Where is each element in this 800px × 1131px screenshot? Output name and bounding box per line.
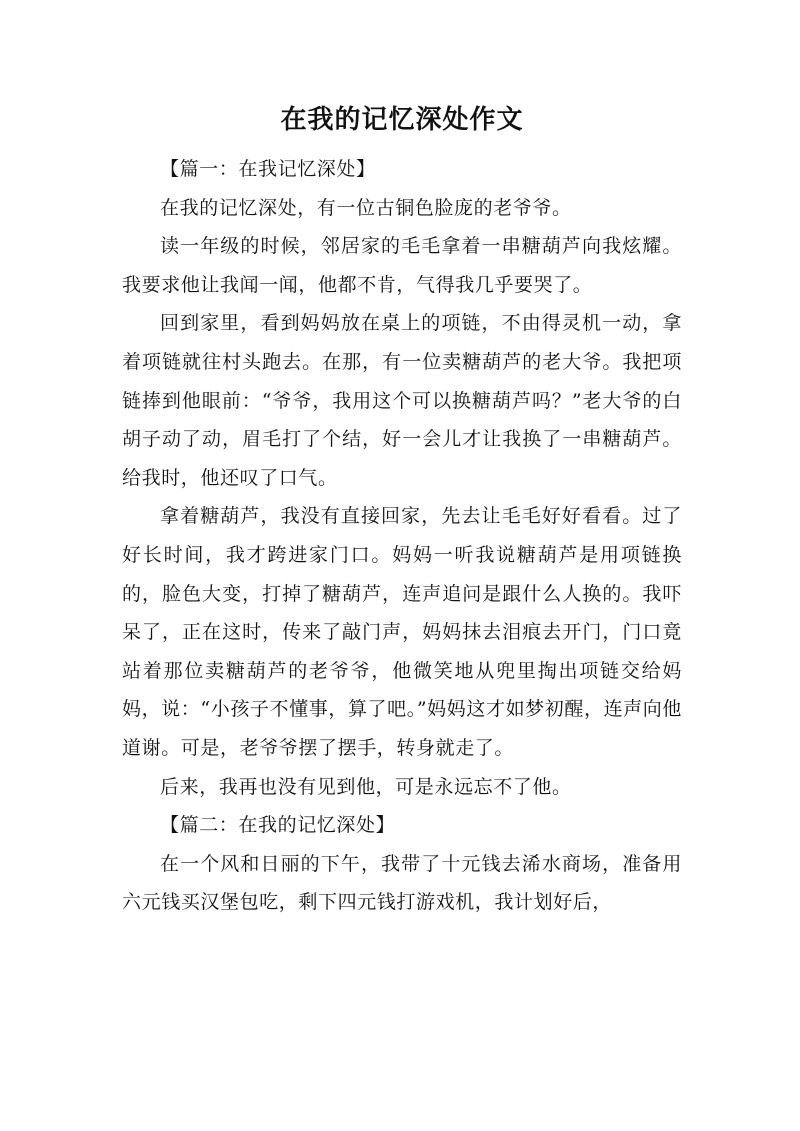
- paragraph: 在我的记忆深处，有一位古铜色脸庞的老爷爷。: [160, 196, 572, 219]
- paragraph: 在一个风和日丽的下午，我带了十元钱去浠水商场，准备用六元钱买汉堡包吃，剩下四元钱打游戏机，我计划好后，: [122, 852, 682, 914]
- section-heading-1: 【篇一：在我记忆深处】: [160, 158, 376, 180]
- paragraph: 后来，我再也没有见到他，可是永远忘不了他。: [160, 775, 572, 798]
- paragraph: 拿着糖葫芦，我没有直接回家，先去让毛毛好好看看。过了好长时间，我才跨进家门口。妈妈一听我说糖葫芦是用项链换的，脸色大变，打掉了糖葫芦，连声追问是跟什么人换的。我吓呆了，正在这时，传来了敲门声，妈妈抹去泪痕去开门，门口竟站着那位卖糖葫芦的老爷爷，他微笑地从兜里掏出项链交给妈妈，说：“小孩子不懂事，算了吧。”妈妈这才如梦初醒，连声向他道谢。可是，老爷爷摆了摆手，转身就走了。: [122, 505, 682, 759]
- document-title: 在我的记忆深处作文: [280, 105, 524, 135]
- paragraph: 回到家里，看到妈妈放在桌上的项链，不由得灵机一动，拿着项链就往村头跑去。在那，有一位卖糖葫芦的老大爷。我把项链捧到他眼前：“爷爷，我用这个可以换糖葫芦吗？”老大爷的白胡子动了动，眉毛打了个结，好一会儿才让我换了一串糖葫芦。给我时，他还叹了口气。: [122, 312, 682, 489]
- paragraph: 读一年级的时候，邻居家的毛毛拿着一串糖葫芦向我炫耀。我要求他让我闻一闻，他都不肯，气得我几乎要哭了。: [122, 235, 682, 296]
- section-heading-2: 【篇二：在我的记忆深处】: [160, 814, 396, 837]
